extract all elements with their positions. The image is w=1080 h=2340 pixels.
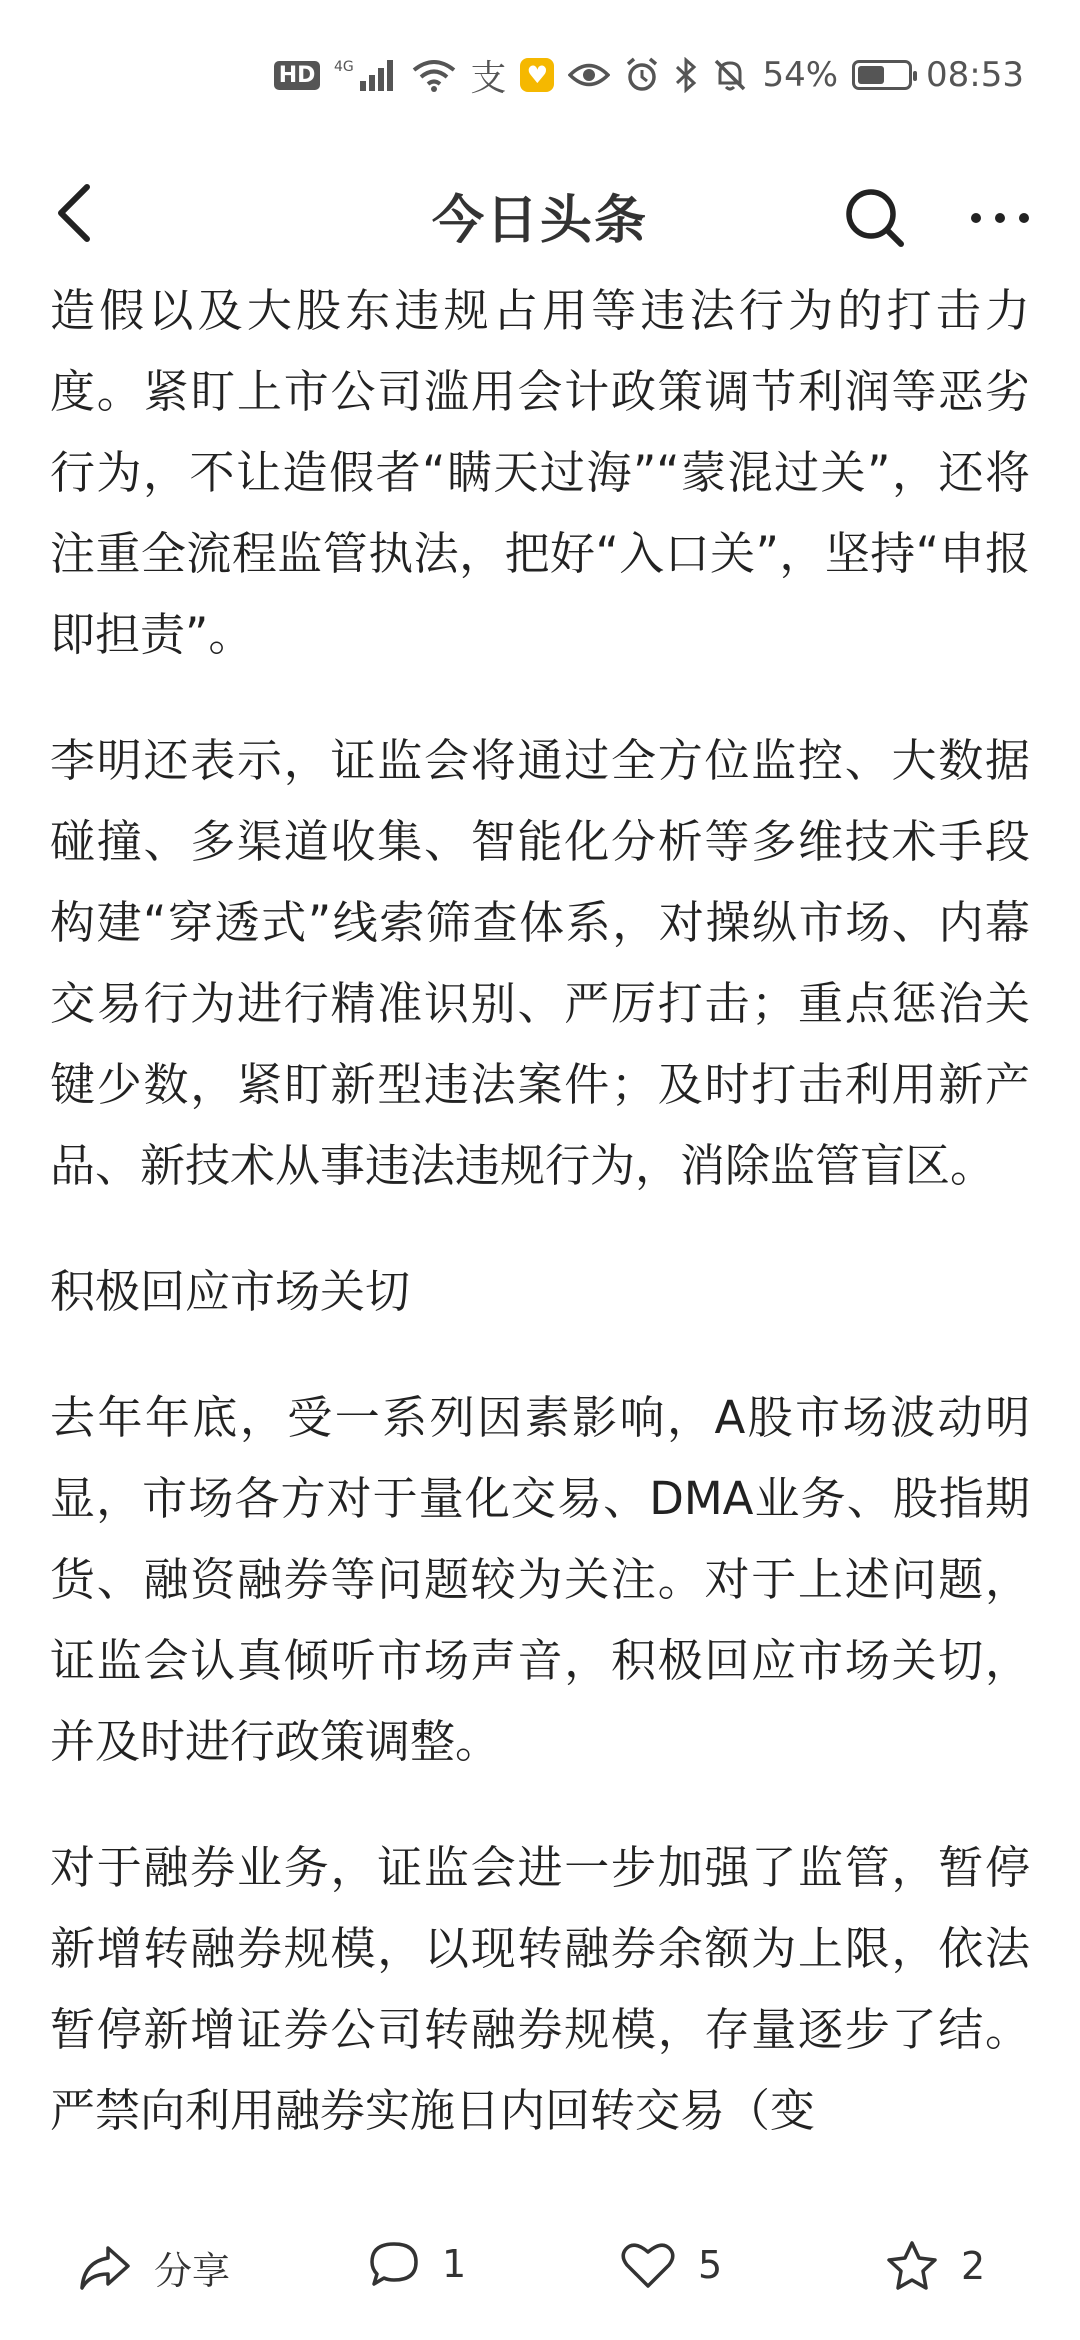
article-paragraph: 去年年底，受一系列因素影响，A股市场波动明显，市场各方对于量化交易、DMA业务、股指期货、融资融券等问题较为关注。对于上述问题，证监会认真倾听市场声音，积极回应市场关切，并及时进行政策调整。 — [50, 1391, 1030, 1768]
alarm-icon — [624, 57, 660, 93]
network-label: 4G — [334, 59, 355, 75]
share-label: 分享 — [154, 2249, 231, 2293]
article-paragraph: 对于融券业务，证监会进一步加强了监管，暂停新增转融券规模，以现转融券余额为上限，依法暂停新增证券公司转融券规模，存量逐步了结。严禁向利用融券实施日内回转交易（变 — [50, 1841, 1030, 2137]
battery-fill — [858, 66, 884, 84]
search-icon — [843, 186, 907, 250]
heart-icon — [620, 2240, 676, 2290]
battery-percent: 54% — [762, 55, 839, 95]
alipay-icon: 支 — [470, 57, 507, 99]
favorite-button[interactable] — [885, 2240, 985, 2292]
star-icon — [885, 2240, 939, 2292]
search-button[interactable] — [825, 168, 925, 268]
favorite-count: 2 — [961, 2244, 986, 2288]
battery-icon — [852, 60, 912, 90]
eye-icon — [568, 60, 610, 90]
more-button[interactable] — [950, 168, 1050, 268]
signal-icon — [334, 57, 398, 93]
comment-count: 1 — [442, 2242, 467, 2286]
hd-badge: HD — [274, 61, 321, 90]
share-button[interactable] — [78, 2240, 230, 2295]
bottom-action-bar — [0, 2210, 1080, 2340]
article-paragraph: 造假以及大股东违规占用等违法行为的打击力度。紧盯上市公司滥用会计政策调节利润等恶劣行为，不让造假者“瞒天过海”“蒙混过关”，还将注重全流程监管执法，把好“入口关”，坚持“申报即担责”。 — [50, 284, 1030, 661]
article-header — [0, 150, 1080, 280]
bluetooth-icon — [674, 57, 698, 93]
page-title: 今日头条 — [431, 191, 648, 251]
clock: 08:53 — [926, 55, 1024, 95]
mute-bell-icon — [712, 57, 748, 93]
like-button[interactable] — [620, 2240, 722, 2290]
article-paragraph: 李明还表示，证监会将通过全方位监控、大数据碰撞、多渠道收集、智能化分析等多维技术手段构建“穿透式”线索筛查体系，对操纵市场、内幕交易行为进行精准识别、严厉打击；重点惩治关键少数，紧盯新型违法案件；及时打击利用新产品、新技术从事违法违规行为，消除监管盲区。 — [50, 734, 1030, 1192]
article-body — [0, 270, 1080, 2195]
wifi-icon — [412, 58, 456, 92]
share-icon — [78, 2244, 132, 2292]
status-bar — [0, 0, 1080, 150]
comment-icon — [368, 2240, 420, 2288]
like-count: 5 — [698, 2243, 723, 2287]
article-subheading: 积极回应市场关切 — [50, 1265, 411, 1318]
app-notification-icon: ♥ — [520, 58, 554, 92]
more-dots-icon — [968, 210, 1032, 226]
comment-button[interactable] — [368, 2240, 466, 2288]
